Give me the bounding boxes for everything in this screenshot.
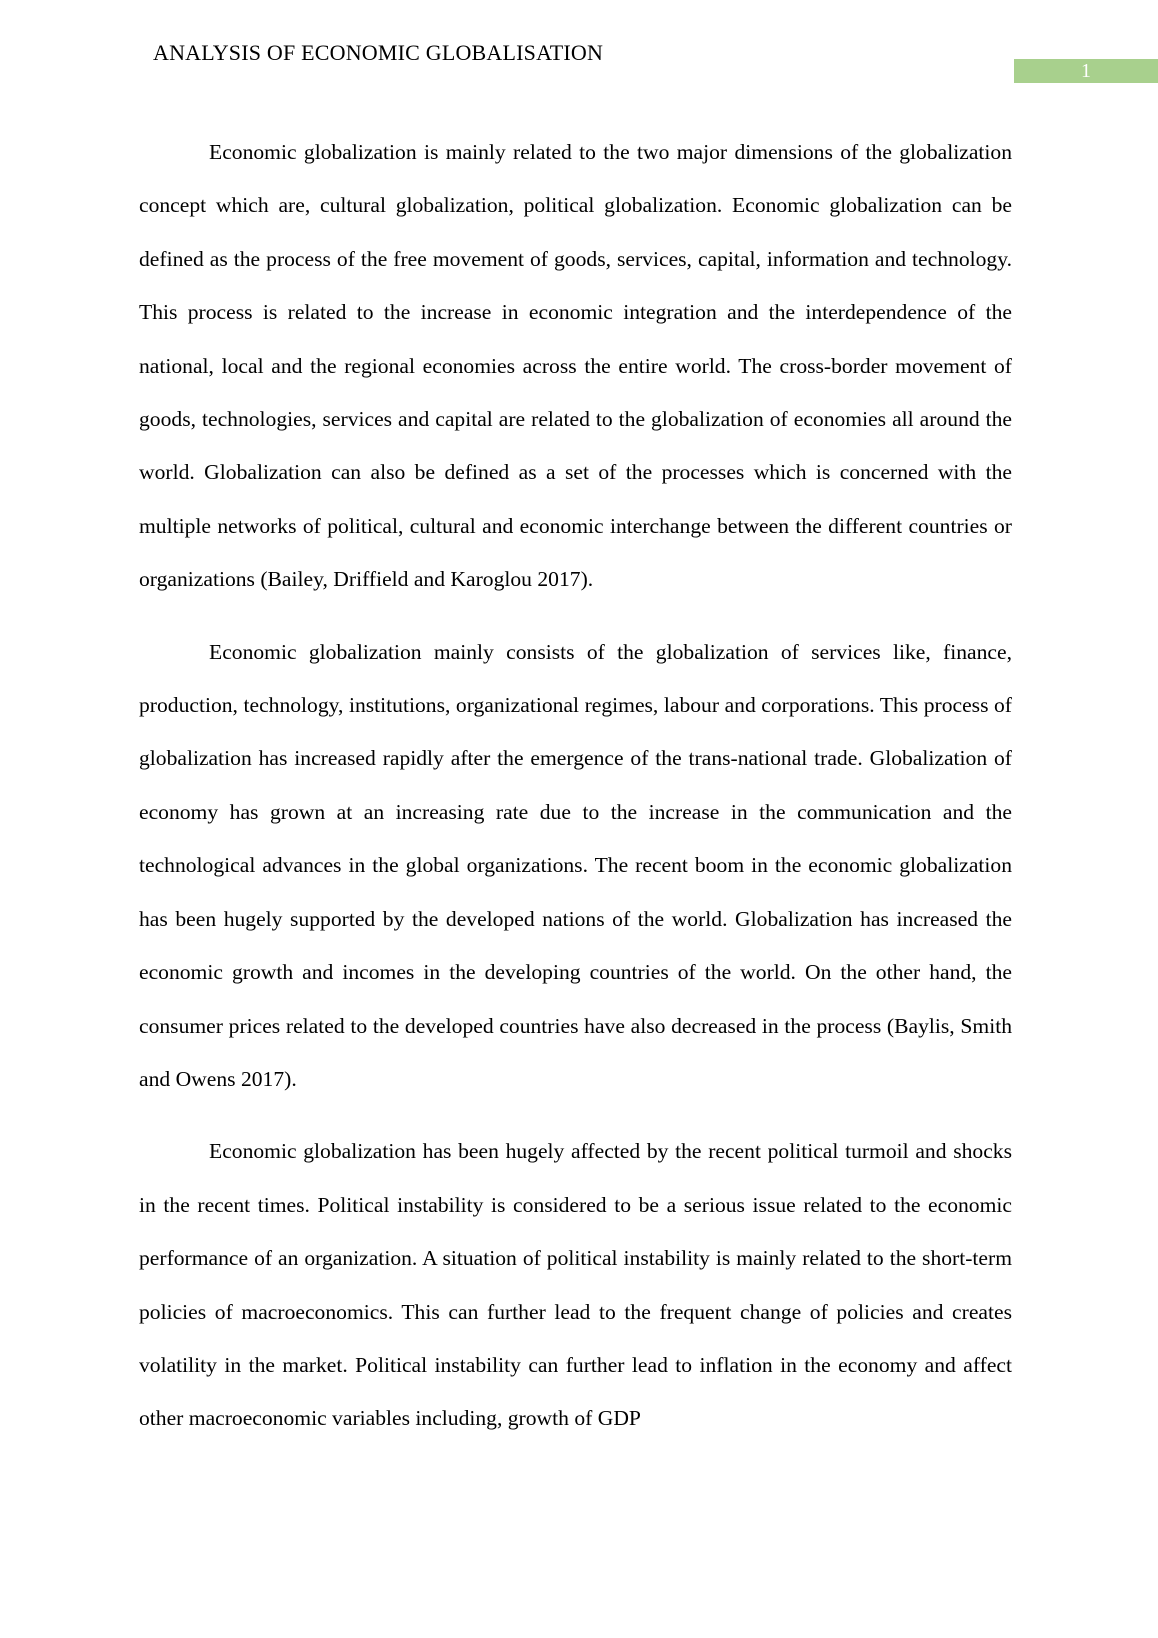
paragraph-3: Economic globalization has been hugely affected by the recent political turmoil and shocks in the recent times. Political instability is considered to be a serious issue related to the economic performance of an organization. A situation of political instability is mainly related to the short-term policies of macroeconomics. This can further lead to the frequent change of policies and creates volatility in the market. Political instability can further lead to inflation in the economy and affect other macroeconomic variables including, growth of GDP <box>139 1139 1012 1431</box>
running-head: ANALYSIS OF ECONOMIC GLOBALISATION <box>153 40 604 65</box>
paragraph-2: Economic globalization mainly consists of the globalization of services like, finance, production, technology, institutions, organizational regimes, labour and corporations. This process of globalization has increased rapidly after the emergence of the trans-national trade. Globalization of economy has grown at an increasing rate due to the increase in the communication and the technological advances in the global organizations. The recent boom in the economic globalization has been hugely supported by the developed nations of the world. Globalization has increased the economic growth and incomes in the developing countries of the world. On the other hand, the consumer prices related to the developed countries have also decreased in the process (Baylis, Smith and Owens 2017). <box>139 639 1012 1091</box>
document-body <box>139 126 1012 1465</box>
page-number: 1 <box>1014 59 1158 83</box>
paragraph-1: Economic globalization is mainly related to the two major dimensions of the globalization concept which are, cultural globalization, political globalization. Economic globalization can be defined as the process of the free movement of goods, services, capital, information and technology. This process is related to the increase in economic integration and the interdependence of the national, local and the regional economies across the entire world. The cross-border movement of goods, technologies, services and capital are related to the globalization of economies all around the world. Globalization can also be defined as a set of the processes which is concerned with the multiple networks of political, cultural and economic interchange between the different countries or organizations (Bailey, Driffield and Karoglou 2017). <box>139 140 1012 592</box>
